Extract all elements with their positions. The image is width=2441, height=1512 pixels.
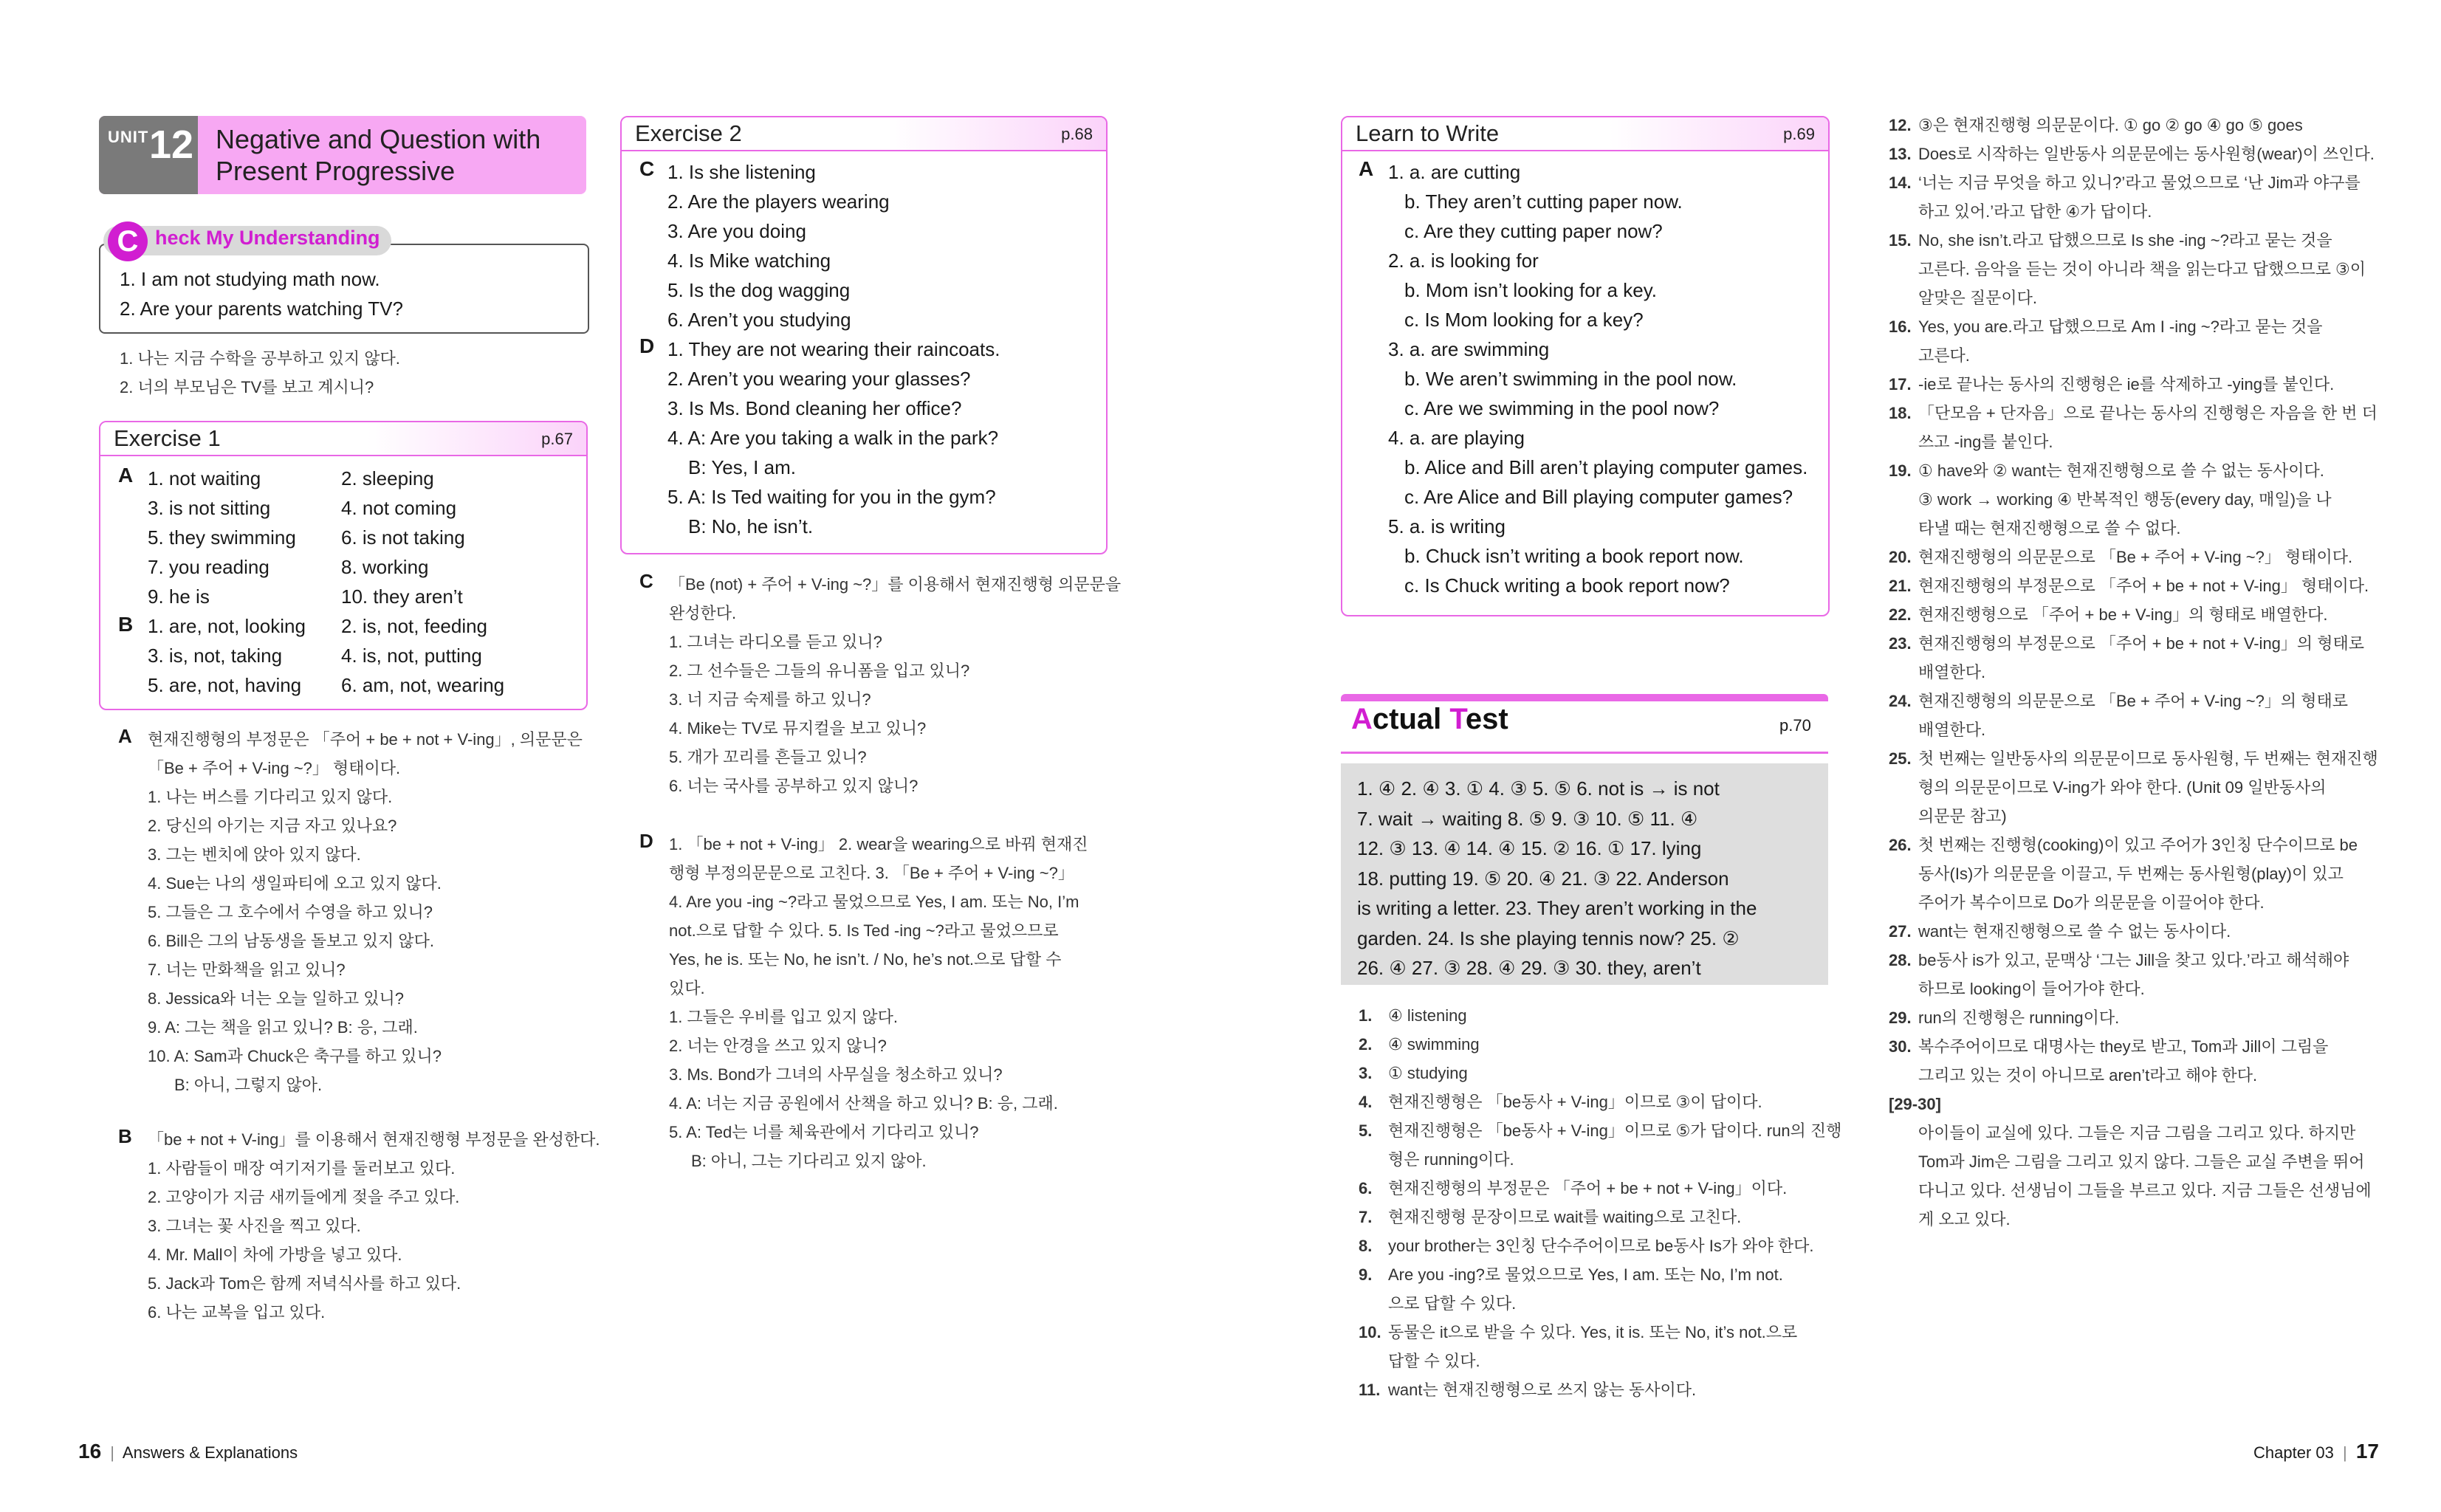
list-item: [29-30] [1889,1095,1941,1113]
list-item: 6. 나는 교복을 입고 있다. [148,1303,326,1322]
list-item: 하고 있어.’라고 답한 ④가 답이다. [1918,202,2152,221]
list-item: 타낼 때는 현재진행형으로 쓸 수 없다. [1918,519,2181,537]
list-item: 7. 현재진행형 문장이므로 wait를 waiting으로 고친다. [1359,1208,1742,1226]
list-item: B: 아니, 그는 기다리고 있지 않아. [691,1152,927,1170]
list-item: 게 오고 있다. [1918,1210,2011,1228]
list-item: 2. Are the players wearing [667,190,890,213]
unit-title [216,123,540,187]
list-item: c. Are we swimming in the pool now? [1404,397,1720,419]
list-item: 9. he is [148,585,210,608]
footer-left: 16 | Answers & Explanations [78,1440,298,1463]
list-item: b. Mom isn’t looking for a key. [1404,279,1657,301]
list-item: 4. 현재진행형은 「be동사 + V-ing」이므로 ③이 답이다. [1359,1093,1762,1111]
list-item: 5. 현재진행형은 「be동사 + V-ing」이므로 ⑤가 답이다. run의 진행 [1359,1121,1842,1140]
exercise1-explanation-a [148,725,583,1099]
list-item: 12. ③은 현재진행형 의문문이다. ① go ② go ④ go ⑤ goes [1889,116,2303,134]
list-item: 동사(Is)가 의문문을 이끌고, 두 번째는 동사원형(play)이 있고 [1918,865,2344,883]
list-item: b. Alice and Bill aren’t playing computer games. [1404,456,1808,478]
learn-answers [1388,157,1807,600]
list-item: 1. Is she listening [667,161,816,183]
list-item: 25. 첫 번째는 일반동사의 의문문이므로 동사원형, 두 번째는 현재진행 [1889,749,2378,768]
list-item: 2. 당신의 아기는 지금 자고 있나요? [148,817,397,835]
list-item: 3. 그는 벤치에 앉아 있지 않다. [148,845,361,864]
exercise1-left-col [148,464,306,700]
list-item: 6. 현재진행형의 부정문은 「주어 + be + not + V-ing」이다. [1359,1179,1788,1197]
actual-title-a: A [1351,703,1373,735]
list-item: 28. be동사 is가 있고, 문맥상 ‘그는 Jill을 찾고 있다.’라고 해석해야 [1889,951,2349,969]
list-item: 23. 현재진행형의 부정문으로 「주어 + be + not + V-ing」의 형태로 [1889,634,2365,653]
list-item: 29. run의 진행형은 running이다. [1889,1008,2120,1027]
list-item: 4. a. are playing [1388,427,1525,449]
check-korean [120,344,400,402]
list-item: 3. 그녀는 꽃 사진을 찍고 있다. [148,1217,361,1235]
list-item: 1. a. are cutting [1388,161,1521,183]
list-item: c. Are they cutting paper now? [1404,220,1663,242]
list-item: 의문문 참고) [1918,807,2007,825]
list-item: 「be + not + V-ing」를 이용해서 현재진행형 부정문을 완성한다. [148,1130,600,1149]
list-item: B: No, he isn’t. [688,515,814,537]
footer-right-text: Chapter 03 [2253,1443,2334,1462]
explA-label: A [118,725,132,747]
list-item: 2. 고양이가 지금 새끼들에게 젖을 주고 있다. [148,1188,460,1206]
list-item: 1. They are not wearing their raincoats. [667,338,1000,360]
list-item: 형의 의문문이므로 V-ing가 와야 한다. (Unit 09 일반동사의 [1918,778,2327,797]
list-item: ③ work → working ④ 반복적인 행동(every day, 매일)을 나 [1918,490,2332,509]
list-item: 14. ‘너는 지금 무엇을 하고 있니?’라고 물었으므로 ‘난 Jim과 야구를 [1889,173,2361,192]
footer-left-text: Answers & Explanations [122,1443,298,1462]
exercise1-right-col [341,464,504,700]
actual-title-est: est [1465,703,1508,735]
list-item: 행형 부정의문문으로 고친다. 3. 「Be + 주어 + V-ing ~?」 [669,864,1074,882]
list-item: 5. Jack과 Tom은 함께 저녁식사를 하고 있다. [148,1274,461,1293]
list-item: 8. your brother는 3인칭 단수주어이므로 be동사 Is가 와야 한다. [1359,1237,1814,1255]
list-item: 8. Jessica와 너는 오늘 일하고 있니? [148,989,405,1008]
list-item: 「Be + 주어 + V-ing ~?」 형태이다. [148,759,401,777]
list-item: 6. am, not, wearing [341,674,505,696]
list-item: 1. 「be + not + V-ing」 2. wear을 wearing으로 바꿔 현재진 [669,835,1088,853]
exercise2-page: p.68 [1061,125,1093,143]
list-item: 10. A: Sam과 Chuck은 축구를 하고 있니? [148,1047,442,1065]
list-item: 12. ③ 13. ④ 14. ④ 15. ② 16. ① 17. lying [1357,837,1702,859]
list-item: 3. Are you doing [667,220,806,242]
unit-number: 12 [149,123,194,167]
list-item: 배열한다. [1918,721,1986,739]
list-item: b. Chuck isn’t writing a book report now. [1404,545,1744,567]
exercise2-section-d: D [639,334,655,357]
list-item: 17. -ie로 끝나는 동사의 진행형은 ie를 삭제하고 -ying를 붙인다. [1889,375,2335,394]
check-answer-1: 1. I am not studying math now. [120,268,380,290]
learn-header [1342,117,1828,151]
unit-tab [99,116,198,194]
actual-test-divider [1341,752,1828,754]
list-item: 다니고 있다. 선생님이 그들을 부르고 있다. 지금 그들은 선생님에 [1918,1181,2372,1200]
list-item: 16. Yes, you are.라고 답했으므로 Am I -ing ~?라고 묻는 것을 [1889,317,2323,336]
list-item: b. We aren’t swimming in the pool now. [1404,368,1737,390]
list-item: 6. 너는 국사를 공부하고 있지 않니? [669,777,919,795]
exercise2-title: Exercise 2 [635,120,742,146]
explD-label: D [639,830,653,852]
list-item: 주어가 복수이므로 Do가 의문문을 이끌어야 한다. [1918,893,2265,912]
list-item: 4. is, not, putting [341,645,482,667]
list-item: 10. 동물은 it으로 받을 수 있다. Yes, it is. 또는 No, it’s not.으로 [1359,1323,1798,1341]
list-item: 27. want는 현재진행형으로 쓸 수 없는 동사이다. [1889,922,2231,941]
exercise1-page: p.67 [541,430,573,448]
check-understanding-box [99,244,589,334]
list-item: 알맞은 질문이다. [1918,289,2037,307]
list-item: 4. A: 너는 지금 공원에서 산책을 하고 있니? B: 응, 그래. [669,1094,1058,1113]
list-item: 배열한다. [1918,663,1986,681]
actual-test-explanations [1359,1001,1842,1404]
exercise1-header [100,422,586,456]
list-item: 18. 「단모음 + 단자음」으로 끝나는 동사의 진행형은 자음을 한 번 더 [1889,404,2378,422]
list-item: 4. Is Mike watching [667,250,831,272]
list-item: c. Is Mom looking for a key? [1404,309,1644,331]
check-korean-2: 2. 너의 부모님은 TV를 보고 계시니? [120,378,374,396]
list-item: 26. ④ 27. ③ 28. ④ 29. ③ 30. they, aren’t [1357,957,1701,979]
list-item: Tom과 Jim은 그림을 그리고 있지 않다. 그들은 교실 주변을 뛰어 [1918,1152,2365,1171]
list-item: 18. putting 19. ⑤ 20. ④ 21. ③ 22. Anderson [1357,867,1729,890]
check-title: heck My Understanding [155,227,380,249]
exercise2-section-c: C [639,157,655,180]
list-item: b. They aren’t cutting paper now. [1404,190,1683,213]
list-item: 3. Ms. Bond가 그녀의 사무실을 청소하고 있니? [669,1065,1003,1084]
exercise2-explanation-d [669,830,1088,1175]
unit-header [99,116,586,194]
list-item: 19. ① have와 ② want는 현재진행형으로 쓸 수 없는 동사이다. [1889,461,2324,480]
actual-title-ctual: ctual [1372,703,1450,735]
actual-test-page: p.70 [1779,716,1811,735]
unit-title-line1: Negative and Question with [216,124,541,154]
right-column-explanations [1889,111,2378,1234]
list-item: 4. Mike는 TV로 뮤지컬을 보고 있니? [669,719,927,738]
list-item: 9. A: 그는 책을 읽고 있니? B: 응, 그래. [148,1018,418,1037]
list-item: 하므로 looking이 들어가야 한다. [1918,980,2145,998]
list-item: 3. ① studying [1359,1064,1468,1082]
actual-test-top-bar [1341,694,1828,701]
learn-section-a: A [1359,157,1374,180]
list-item: 2. 너는 안경을 쓰고 있지 않니? [669,1037,887,1055]
list-item: 8. working [341,556,429,578]
list-item: 5. Is the dog wagging [667,279,851,301]
list-item: 있다. [669,979,705,997]
list-item: 5. a. is writing [1388,515,1506,537]
list-item: 2. Aren’t you wearing your glasses? [667,368,971,390]
list-item: 4. A: Are you taking a walk in the park? [667,427,999,449]
explC-label: C [639,570,653,592]
page-number-right: 17 [2355,1440,2379,1463]
list-item: 9. Are you -ing?로 물었으므로 Yes, I am. 또는 No, I’m not. [1359,1265,1783,1284]
list-item: 으로 답할 수 있다. [1388,1294,1517,1313]
list-item: B: 아니, 그렇지 않아. [174,1076,323,1094]
exercise1-section-b: B [118,613,134,636]
learn-page: p.69 [1783,125,1815,143]
list-item: 4. Are you -ing ~?라고 물었으므로 Yes, I am. 또는 No, I’m [669,893,1079,911]
list-item: Yes, he is. 또는 No, he isn’t. / No, he’s not.으로 답할 수 [669,950,1062,969]
page-number-left: 16 [78,1440,102,1463]
list-item: 6. is not taking [341,526,465,549]
list-item: not.으로 답할 수 있다. 5. Is Ted -ing ~?라고 물었으므로 [669,921,1059,940]
list-item: 6. Aren’t you studying [667,309,851,331]
list-item: 2. 그 선수들은 그들의 유니폼을 입고 있니? [669,662,970,680]
list-item: 24. 현재진행형의 의문문으로 「Be + 주어 + V-ing ~?」의 형태로 [1889,692,2349,710]
list-item: is writing a letter. 23. They aren’t working in the [1357,897,1757,919]
exercise1-box [99,421,588,710]
list-item: 3. is, not, taking [148,645,283,667]
learn-to-write-box [1341,116,1830,616]
list-item: 30. 복수주어이므로 대명사는 they로 받고, Tom과 Jill이 그림을 [1889,1037,2329,1056]
list-item: 1. ④ listening [1359,1006,1467,1025]
list-item: 22. 현재진행형으로 「주어 + be + V-ing」의 형태로 배열한다. [1889,605,2328,624]
list-item: 3. a. are swimming [1388,338,1550,360]
list-item: 1. ④ 2. ④ 3. ① 4. ③ 5. ⑤ 6. not is → is not [1357,777,1720,800]
check-answer-2: 2. Are your parents watching TV? [120,298,403,320]
actual-test-answers-box [1341,763,1828,985]
list-item: 11. want는 현재진행형으로 쓰지 않는 동사이다. [1359,1381,1697,1399]
list-item: 7. 너는 만화책을 읽고 있니? [148,961,346,979]
list-item: 7. you reading [148,556,269,578]
list-item: 6. Bill은 그의 남동생을 돌보고 있지 않다. [148,932,434,950]
list-item: 2. sleeping [341,467,434,489]
list-item: 2. a. is looking for [1388,250,1539,272]
list-item: 7. wait → waiting 8. ⑤ 9. ③ 10. ⑤ 11. ④ [1357,807,1698,830]
list-item: 형은 running이다. [1388,1150,1514,1169]
unit-title-line2: Present Progressive [216,156,456,186]
list-item: 아이들이 교실에 있다. 그들은 지금 그림을 그리고 있다. 하지만 [1918,1124,2356,1142]
list-item: 1. 그녀는 라디오를 듣고 있니? [669,633,882,651]
list-item: 1. not waiting [148,467,261,489]
list-item: 2. ④ swimming [1359,1035,1480,1054]
list-item: 3. Is Ms. Bond cleaning her office? [667,397,962,419]
exercise1-title: Exercise 1 [114,425,221,451]
exercise1-section-a: A [118,464,134,487]
unit-label: UNIT [108,128,149,146]
list-item: 13. Does로 시작하는 일반동사 의문문에는 동사원형(wear)이 쓰인다. [1889,145,2375,163]
list-item: 완성한다. [669,604,737,622]
list-item: 3. 너 지금 숙제를 하고 있니? [669,690,871,709]
learn-title: Learn to Write [1356,120,1500,146]
list-item: c. Are Alice and Bill playing computer games? [1404,486,1793,508]
explB-label: B [118,1125,132,1147]
list-item: 10. they aren’t [341,585,463,608]
exercise2-answers [667,157,1000,541]
check-initial: C [108,221,148,261]
list-item: 1. 그들은 우비를 입고 있지 않다. [669,1008,899,1026]
list-item: 5. they swimming [148,526,296,549]
list-item: c. Is Chuck writing a book report now? [1404,574,1730,597]
list-item: 쓰고 -ing를 붙인다. [1918,433,2053,451]
list-item: 26. 첫 번째는 진행형(cooking)이 있고 주어가 3인칭 단수이므로 be [1889,836,2358,854]
actual-test-answers [1357,774,1757,983]
list-item: 20. 현재진행형의 의문문으로 「Be + 주어 + V-ing ~?」 형태이다. [1889,548,2353,566]
actual-title-t: T [1449,703,1466,735]
list-item: 5. A: Is Ted waiting for you in the gym? [667,486,996,508]
list-item: 답할 수 있다. [1388,1352,1480,1370]
list-item: garden. 24. Is she playing tennis now? 25. ② [1357,927,1740,949]
list-item: 4. not coming [341,497,457,519]
list-item: 2. is, not, feeding [341,615,488,637]
exercise2-explanation-c [669,570,1121,800]
list-item: 「Be (not) + 주어 + V-ing ~?」를 이용해서 현재진행형 의문문을 [669,575,1122,594]
list-item: 1. are, not, looking [148,615,306,637]
exercise2-box [620,116,1108,554]
list-item: 4. Sue는 나의 생일파티에 오고 있지 않다. [148,874,442,893]
list-item: 그리고 있는 것이 아니므로 aren’t라고 해야 한다. [1918,1066,2258,1085]
list-item: 고른다. [1918,346,1970,365]
list-item: 21. 현재진행형의 부정문으로 「주어 + be + not + V-ing」 형태이다. [1889,577,2369,595]
list-item: 3. is not sitting [148,497,271,519]
list-item: 1. 나는 버스를 기다리고 있지 않다. [148,788,393,806]
list-item: 5. 개가 꼬리를 흔들고 있니? [669,748,867,766]
list-item: 5. 그들은 그 호수에서 수영을 하고 있니? [148,903,433,921]
exercise2-header [622,117,1106,151]
list-item: 현재진행형의 부정문은 「주어 + be + not + V-ing」, 의문문은 [148,730,583,749]
list-item: 4. Mr. Mall이 차에 가방을 넣고 있다. [148,1245,402,1264]
actual-test-title [1351,703,1508,736]
list-item: B: Yes, I am. [688,456,796,478]
list-item: 고른다. 음악을 듣는 것이 아니라 책을 읽는다고 답했으므로 ③이 [1918,260,2366,278]
list-item: 15. No, she isn’t.라고 답했으므로 Is she -ing ~?라고 묻는 것을 [1889,231,2332,250]
list-item: 1. 사람들이 매장 여기저기를 둘러보고 있다. [148,1159,456,1178]
list-item: 5. A: Ted는 너를 체육관에서 기다리고 있니? [669,1123,979,1141]
check-korean-1: 1. 나는 지금 수학을 공부하고 있지 않다. [120,349,400,368]
exercise1-explanation-b [148,1125,600,1327]
footer-right: Chapter 03 | 17 [2253,1440,2379,1463]
list-item: 5. are, not, having [148,674,302,696]
